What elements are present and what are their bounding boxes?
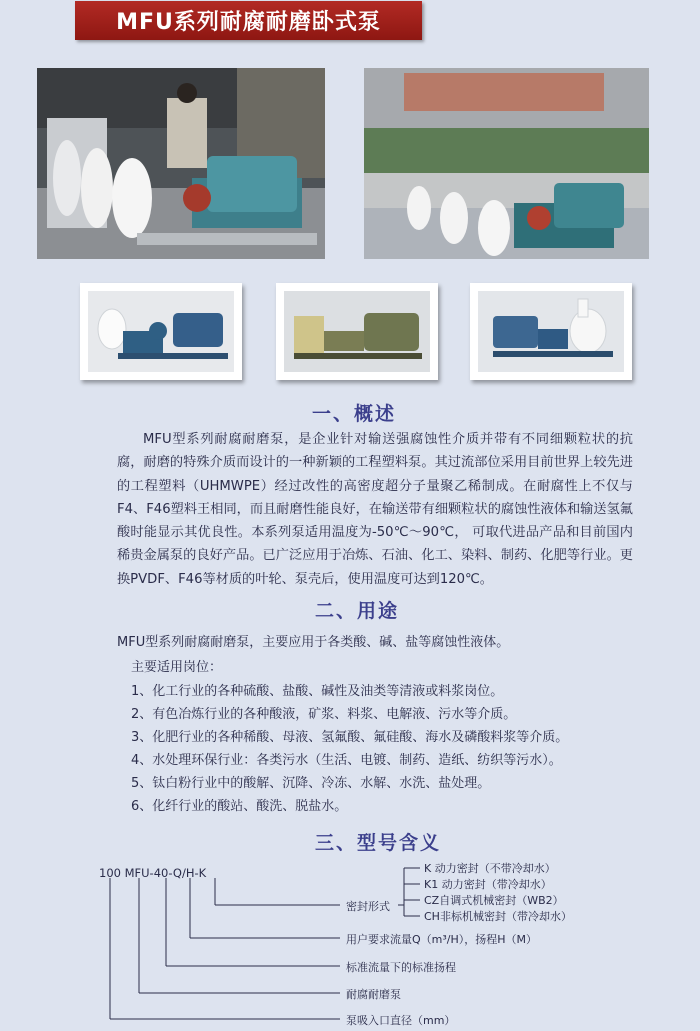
seal-type-label: 密封形式 (346, 900, 390, 913)
section-heading-applications: 二、用途 (315, 600, 400, 622)
pump-type-label: 耐腐耐磨泵 (346, 988, 401, 1001)
standard-head-label: 标准流量下的标准扬程 (346, 961, 456, 974)
applications-subheading: 主要适用岗位： (131, 660, 223, 675)
page-title: MFU系列耐腐耐磨卧式泵 (75, 1, 422, 40)
seal-option-cz: CZ自调式机械密封（WB2） (424, 894, 564, 907)
applications-intro: MFU型系列耐腐耐磨泵，主要应用于各类酸、碱、盐等腐蚀性液体。 (117, 635, 510, 650)
section-heading-model: 三、型号含义 (315, 832, 442, 854)
overview-paragraph: MFU型系列耐腐耐磨泵，是企业针对输送强腐蚀性介质并带有不同细颗粒状的抗腐，耐磨的特殊介质而设计的一种新颖的工程塑料泵。其过流部位采用目前世界上较先进的工程塑料（UHMWPE）经过改性的高密度超分子量聚乙稀制成。在耐腐性上不仅与F4、F46塑料王相同，而且耐磨性能良好，在输送带有细颗粒状的腐蚀性液体和输送氢氟酸时能显示其优良性。本系列泵适用温度为-50℃～90℃， 可取代进品产品和目前国内稀贵金属泵的良好产品。已广泛应用于冶炼、石油、化工、染料、制药、化肥等行业。更换PVDF、F46等材质的叶轮、泵壳后，使用温度可达到120℃。 (117, 432, 633, 587)
flow-head-label: 用户要求流量Q（m³/H），扬程H（M） (346, 933, 538, 946)
application-item: 6、化纤行业的酸站、酸洗、脱盐水。 (131, 799, 348, 814)
application-item: 1、化工行业的各种硫酸、盐酸、碱性及油类等清液或料浆岗位。 (131, 684, 504, 699)
section-heading-overview: 一、概述 (312, 403, 397, 425)
model-code: 100 MFU-40-Q/H-K (99, 866, 207, 880)
application-item: 2、有色冶炼行业的各种酸液，矿浆、料浆、电解液、污水等介质。 (131, 707, 517, 722)
seal-option-k1: K1 动力密封（带冷却水） (424, 878, 552, 891)
seal-option-k: K 动力密封（不带冷却水） (424, 862, 556, 875)
seal-option-ch: CH非标机械密封（带冷却水） (424, 910, 572, 923)
application-item: 5、钛白粉行业中的酸解、沉降、冷冻、水解、水洗、盐处理。 (131, 776, 491, 791)
application-item: 4、水处理环保行业：各类污水（生活、电镀、制药、造纸、纺织等污水）。 (131, 753, 562, 768)
application-item: 3、化肥行业的各种稀酸、母液、氢氟酸、氟硅酸、海水及磷酸料浆等介质。 (131, 730, 569, 745)
inlet-diameter-label: 泵吸入口直径（mm） (346, 1014, 456, 1027)
